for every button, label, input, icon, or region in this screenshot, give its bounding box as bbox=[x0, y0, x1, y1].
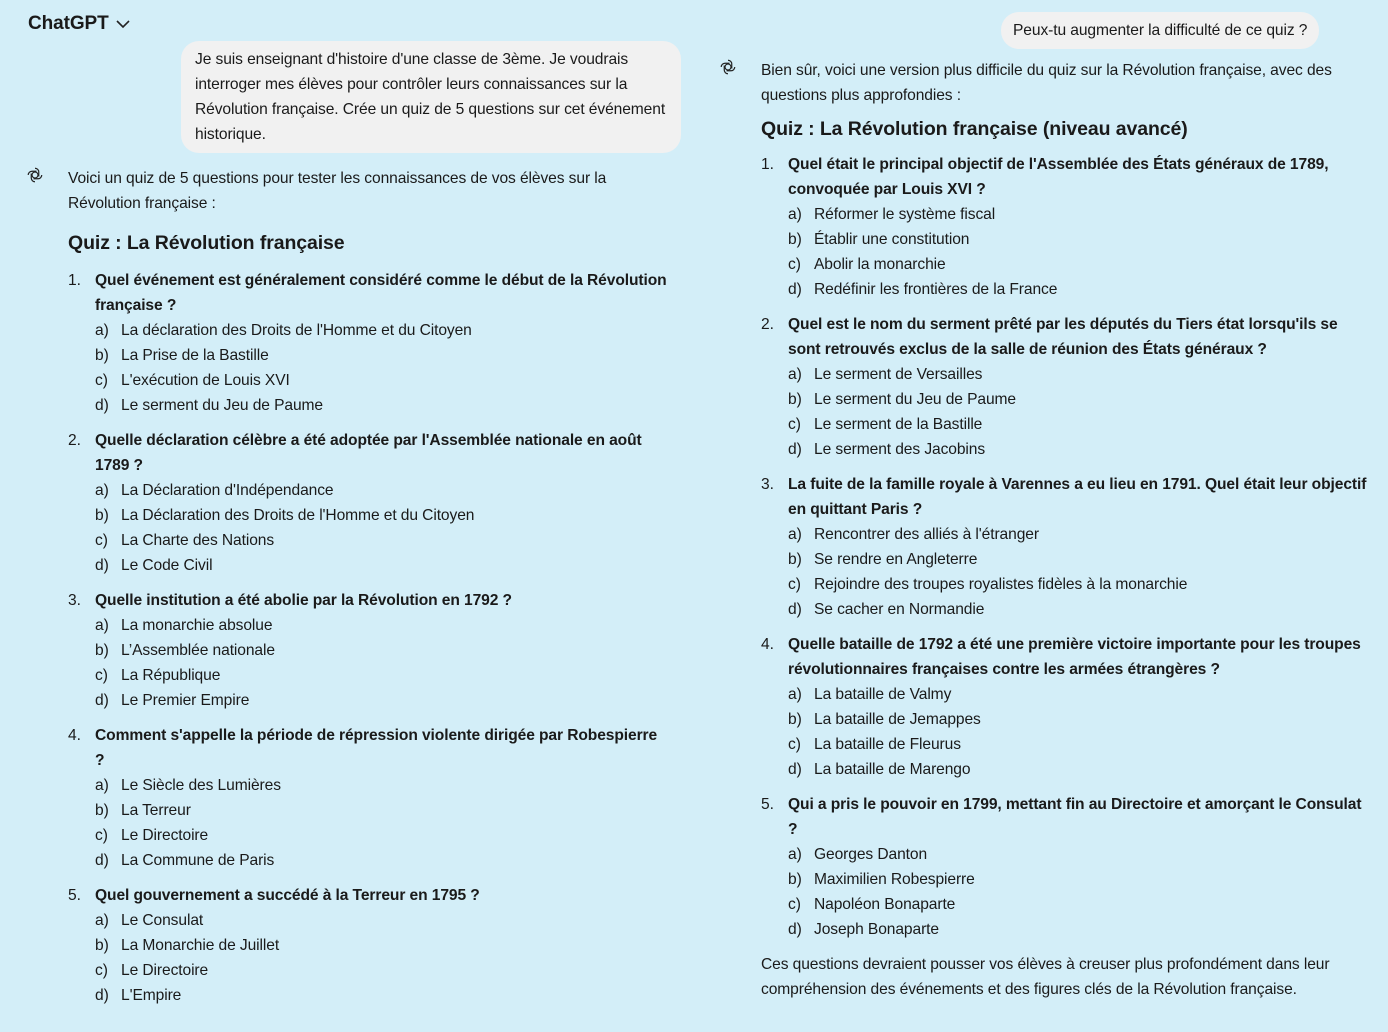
option-letter: a) bbox=[788, 206, 802, 223]
option-text: Se rendre en Angleterre bbox=[814, 551, 978, 568]
option-text: Se cacher en Normandie bbox=[814, 601, 985, 618]
option-text: Le Premier Empire bbox=[121, 692, 250, 709]
option-text: La Déclaration d'Indépendance bbox=[121, 482, 334, 499]
answer-option bbox=[95, 318, 668, 343]
user-message: Je suis enseignant d'histoire d'une classe de 3ème. Je voudrais interroger mes élèves pour contrôler leurs connaissances sur la Révolution française. Crée un quiz de 5 questions sur cet événement historique. bbox=[181, 41, 681, 153]
option-letter: d) bbox=[788, 921, 802, 938]
option-letter: a) bbox=[788, 526, 802, 543]
answer-option bbox=[95, 908, 668, 933]
option-text: Réformer le système fiscal bbox=[814, 206, 996, 223]
option-letter: c) bbox=[788, 416, 801, 433]
answer-option bbox=[95, 503, 668, 528]
option-text: Joseph Bonaparte bbox=[814, 921, 939, 938]
option-letter: a) bbox=[788, 846, 802, 863]
question-number: 5. bbox=[68, 887, 81, 904]
option-letter: a) bbox=[95, 482, 109, 499]
option-text: La monarchie absolue bbox=[121, 617, 273, 634]
option-text: La bataille de Fleurus bbox=[814, 736, 961, 753]
answer-option bbox=[95, 478, 668, 503]
answer-option bbox=[95, 343, 668, 368]
option-letter: a) bbox=[95, 777, 109, 794]
assistant-message bbox=[68, 166, 668, 1018]
option-letter: b) bbox=[95, 802, 109, 819]
question-item bbox=[761, 792, 1373, 942]
answer-option bbox=[788, 252, 1373, 277]
option-text: L'Empire bbox=[121, 987, 182, 1004]
question-list bbox=[761, 152, 1373, 942]
chevron-down-icon bbox=[115, 16, 131, 32]
intro-text: Voici un quiz de 5 questions pour tester les connaissances de vos élèves sur la Révolution française : bbox=[68, 170, 607, 212]
answer-option bbox=[788, 597, 1373, 622]
option-text: Le Directoire bbox=[121, 962, 209, 979]
answer-option bbox=[788, 892, 1373, 917]
answer-option bbox=[95, 848, 668, 873]
option-letter: b) bbox=[95, 642, 109, 659]
option-text: La bataille de Marengo bbox=[814, 761, 971, 778]
conclusion-text: Ces questions devraient pousser vos élèves à creuser plus profondément dans leur compréhension des événements et des figures clés de la Révolution française. bbox=[761, 956, 1330, 998]
option-text: La bataille de Jemappes bbox=[814, 711, 981, 728]
answer-option bbox=[788, 842, 1373, 867]
option-text: L'exécution de Louis XVI bbox=[121, 372, 290, 389]
question-number: 4. bbox=[68, 727, 81, 744]
question-text: Quel était le principal objectif de l'Assemblée des États généraux de 1789, convoquée par Louis XVI ? bbox=[788, 156, 1329, 198]
answer-option bbox=[788, 682, 1373, 707]
question-text: Quelle déclaration célèbre a été adoptée par l'Assemblée nationale en août 1789 ? bbox=[95, 432, 642, 474]
option-text: Établir une constitution bbox=[814, 231, 970, 248]
option-letter: c) bbox=[788, 576, 801, 593]
openai-logo-icon bbox=[26, 166, 44, 184]
answer-option bbox=[788, 227, 1373, 252]
option-letter: b) bbox=[788, 391, 802, 408]
question-item bbox=[761, 152, 1373, 302]
option-letter: d) bbox=[95, 557, 109, 574]
option-text: Le serment de la Bastille bbox=[814, 416, 983, 433]
answer-option bbox=[95, 528, 668, 553]
option-text: L’Assemblée nationale bbox=[121, 642, 275, 659]
question-number: 1. bbox=[761, 156, 774, 173]
question-text: Qui a pris le pouvoir en 1799, mettant fin au Directoire et amorçant le Consulat ? bbox=[788, 796, 1362, 838]
option-text: Georges Danton bbox=[814, 846, 928, 863]
option-text: Le Siècle des Lumières bbox=[121, 777, 281, 794]
answer-option bbox=[788, 362, 1373, 387]
option-letter: a) bbox=[95, 912, 109, 929]
question-text: Quelle bataille de 1792 a été une première victoire importante pour les troupes révolutionnaires françaises contre les armées étrangères ? bbox=[788, 636, 1361, 678]
option-letter: a) bbox=[788, 686, 802, 703]
option-text: La Charte des Nations bbox=[121, 532, 275, 549]
option-letter: b) bbox=[788, 551, 802, 568]
option-letter: a) bbox=[788, 366, 802, 383]
option-letter: c) bbox=[95, 532, 108, 549]
answer-option bbox=[95, 638, 668, 663]
answer-option bbox=[788, 572, 1373, 597]
user-message: Peux-tu augmenter la difficulté de ce quiz ? bbox=[1001, 12, 1319, 49]
option-text: Le serment de Versailles bbox=[814, 366, 983, 383]
answer-option bbox=[788, 917, 1373, 942]
option-letter: b) bbox=[95, 347, 109, 364]
option-letter: d) bbox=[788, 441, 802, 458]
answer-option bbox=[788, 707, 1373, 732]
option-letter: a) bbox=[95, 322, 109, 339]
answer-option bbox=[788, 547, 1373, 572]
option-text: Rencontrer des alliés à l'étranger bbox=[814, 526, 1039, 543]
answer-option bbox=[95, 663, 668, 688]
option-letter: b) bbox=[788, 231, 802, 248]
question-item bbox=[68, 268, 668, 418]
option-text: Le Consulat bbox=[121, 912, 204, 929]
option-text: Le serment du Jeu de Paume bbox=[814, 391, 1016, 408]
answer-option bbox=[95, 553, 668, 578]
intro-text: Bien sûr, voici une version plus difficile du quiz sur la Révolution française, avec des questions plus approfondies : bbox=[761, 62, 1332, 104]
model-name: ChatGPT bbox=[28, 13, 109, 34]
question-text: Quel est le nom du serment prêté par les députés du Tiers état lorsqu'ils se sont retrouvés exclus de la salle de réunion des États généraux ? bbox=[788, 316, 1338, 358]
option-text: La République bbox=[121, 667, 221, 684]
openai-logo-icon bbox=[719, 58, 737, 76]
option-text: La Prise de la Bastille bbox=[121, 347, 269, 364]
assistant-message bbox=[761, 58, 1373, 1002]
option-letter: d) bbox=[95, 987, 109, 1004]
option-text: Le serment des Jacobins bbox=[814, 441, 986, 458]
answer-option bbox=[788, 757, 1373, 782]
answer-option bbox=[788, 412, 1373, 437]
option-letter: d) bbox=[95, 692, 109, 709]
answer-option bbox=[95, 823, 668, 848]
option-letter: c) bbox=[788, 736, 801, 753]
question-number: 3. bbox=[68, 592, 81, 609]
answer-option bbox=[95, 983, 668, 1008]
question-text: Quel gouvernement a succédé à la Terreur en 1795 ? bbox=[95, 887, 480, 904]
option-letter: b) bbox=[95, 937, 109, 954]
answer-option bbox=[95, 933, 668, 958]
question-number: 3. bbox=[761, 476, 774, 493]
question-item bbox=[68, 723, 668, 873]
question-number: 5. bbox=[761, 796, 774, 813]
option-text: La déclaration des Droits de l'Homme et du Citoyen bbox=[121, 322, 472, 339]
quiz-title: Quiz : La Révolution française (niveau avancé) bbox=[761, 118, 1188, 140]
question-number: 1. bbox=[68, 272, 81, 289]
option-letter: d) bbox=[788, 761, 802, 778]
answer-option bbox=[788, 387, 1373, 412]
model-selector[interactable] bbox=[28, 13, 131, 35]
question-item bbox=[761, 632, 1373, 782]
option-letter: b) bbox=[788, 711, 802, 728]
question-text: La fuite de la famille royale à Varennes a eu lieu en 1791. Quel était leur objectif en quittant Paris ? bbox=[788, 476, 1367, 518]
option-text: Le Code Civil bbox=[121, 557, 213, 574]
question-item bbox=[68, 588, 668, 713]
answer-option bbox=[95, 798, 668, 823]
quiz-title: Quiz : La Révolution française bbox=[68, 232, 345, 254]
option-text: La Déclaration des Droits de l'Homme et du Citoyen bbox=[121, 507, 475, 524]
question-text: Comment s'appelle la période de répression violente dirigée par Robespierre ? bbox=[95, 727, 658, 769]
option-text: Rejoindre des troupes royalistes fidèles à la monarchie bbox=[814, 576, 1188, 593]
option-text: Napoléon Bonaparte bbox=[814, 896, 956, 913]
answer-option bbox=[788, 277, 1373, 302]
question-number: 2. bbox=[68, 432, 81, 449]
question-text: Quel événement est généralement considéré comme le début de la Révolution française ? bbox=[95, 272, 667, 314]
question-text: Quelle institution a été abolie par la Révolution en 1792 ? bbox=[95, 592, 512, 609]
option-letter: d) bbox=[95, 397, 109, 414]
answer-option bbox=[95, 368, 668, 393]
answer-option bbox=[788, 202, 1373, 227]
answer-option bbox=[95, 613, 668, 638]
option-text: La Terreur bbox=[121, 802, 191, 819]
answer-option bbox=[95, 958, 668, 983]
answer-option bbox=[788, 522, 1373, 547]
question-number: 2. bbox=[761, 316, 774, 333]
option-text: Redéfinir les frontières de la France bbox=[814, 281, 1058, 298]
question-item bbox=[68, 883, 668, 1008]
option-letter: c) bbox=[788, 256, 801, 273]
option-text: La Commune de Paris bbox=[121, 852, 275, 869]
option-letter: c) bbox=[95, 827, 108, 844]
option-letter: d) bbox=[788, 281, 802, 298]
option-letter: c) bbox=[95, 962, 108, 979]
question-item bbox=[68, 428, 668, 578]
option-letter: c) bbox=[788, 896, 801, 913]
option-letter: b) bbox=[788, 871, 802, 888]
question-item bbox=[761, 472, 1373, 622]
option-text: La Monarchie de Juillet bbox=[121, 937, 280, 954]
option-text: Abolir la monarchie bbox=[814, 256, 946, 273]
answer-option bbox=[788, 732, 1373, 757]
option-letter: d) bbox=[95, 852, 109, 869]
option-text: Maximilien Robespierre bbox=[814, 871, 975, 888]
option-text: La bataille de Valmy bbox=[814, 686, 952, 703]
option-letter: a) bbox=[95, 617, 109, 634]
answer-option bbox=[788, 867, 1373, 892]
answer-option bbox=[95, 688, 668, 713]
option-text: Le serment du Jeu de Paume bbox=[121, 397, 323, 414]
option-letter: c) bbox=[95, 372, 108, 389]
question-item bbox=[761, 312, 1373, 462]
option-letter: d) bbox=[788, 601, 802, 618]
option-letter: b) bbox=[95, 507, 109, 524]
question-list bbox=[68, 268, 668, 1008]
answer-option bbox=[788, 437, 1373, 462]
question-number: 4. bbox=[761, 636, 774, 653]
answer-option bbox=[95, 393, 668, 418]
option-text: Le Directoire bbox=[121, 827, 209, 844]
option-letter: c) bbox=[95, 667, 108, 684]
answer-option bbox=[95, 773, 668, 798]
